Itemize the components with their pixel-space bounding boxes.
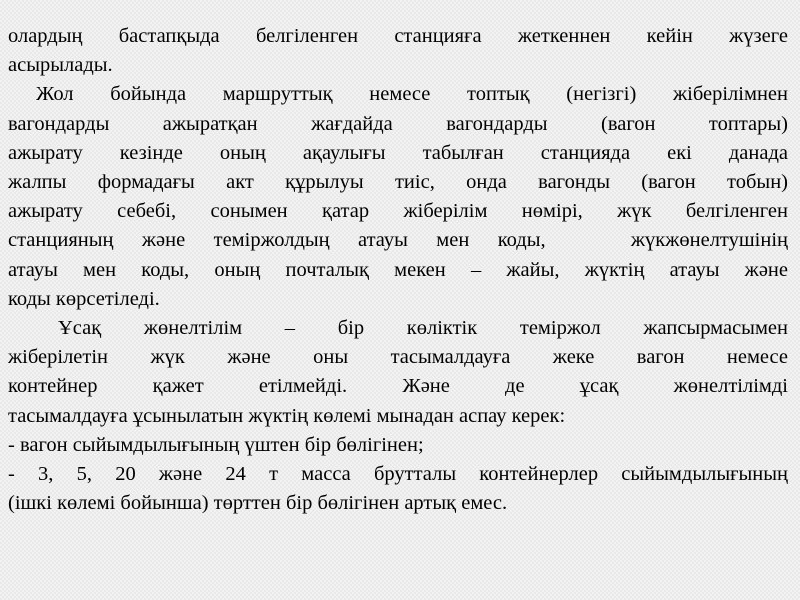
- list-item-wagon-capacity: [8, 431, 788, 460]
- text-line: асырылады.: [8, 54, 113, 77]
- document-body: [8, 22, 788, 518]
- text-line: атауы мен коды, оның почталық мекен – жайы, жүктің атауы және: [8, 258, 788, 281]
- paragraph-small-shipment: [8, 314, 788, 431]
- text-line: станцияның және теміржолдың атауы мен коды, жүкжөнелтушінің: [8, 229, 788, 252]
- text-line: контейнер қажет етілмейді. Және де ұсақ жөнелтілімді: [8, 375, 788, 398]
- text-line: - вагон сыйымдылығының үштен бір бөлігінен;: [8, 433, 424, 456]
- text-line: жалпы формадағы акт құрылуы тиіс, онда вагонды (вагон тобын): [8, 171, 788, 194]
- text-line: (ішкі көлемі бойынша) төрттен бір бөлігінен артық емес.: [8, 492, 508, 515]
- text-line: Ұсақ жөнелтілім – бір көліктік теміржол жапсырмасымен: [58, 317, 788, 340]
- text-line: тасымалдауға ұсынылатын жүктің көлемі мынадан аспау керек:: [8, 404, 566, 427]
- paragraph-route-uncoupling: [8, 80, 788, 314]
- list-item-container-capacity: [8, 460, 788, 518]
- text-line: коды көрсетіледі.: [8, 287, 160, 310]
- text-line: олардың бастапқыда белгіленген станцияға жеткеннен кейін жүзеге: [8, 25, 788, 47]
- paragraph-continuation: [8, 22, 788, 80]
- text-line: жіберілетін жүк және оны тасымалдауға жеке вагон немесе: [8, 346, 788, 369]
- text-line: Жол бойында маршруттық немесе топтық (негізгі) жіберілімнен: [36, 83, 788, 106]
- text-line: - 3, 5, 20 және 24 т масса брутталы контейнерлер сыйымдылығының: [8, 463, 788, 486]
- text-line: ажырату кезінде оның ақаулығы табылған станцияда екі данада: [8, 141, 788, 164]
- text-line: вагондарды ажыратқан жағдайда вагондарды (вагон топтары): [8, 112, 788, 135]
- text-line: ажырату себебі, сонымен қатар жіберілім нөмірі, жүк белгіленген: [8, 200, 788, 223]
